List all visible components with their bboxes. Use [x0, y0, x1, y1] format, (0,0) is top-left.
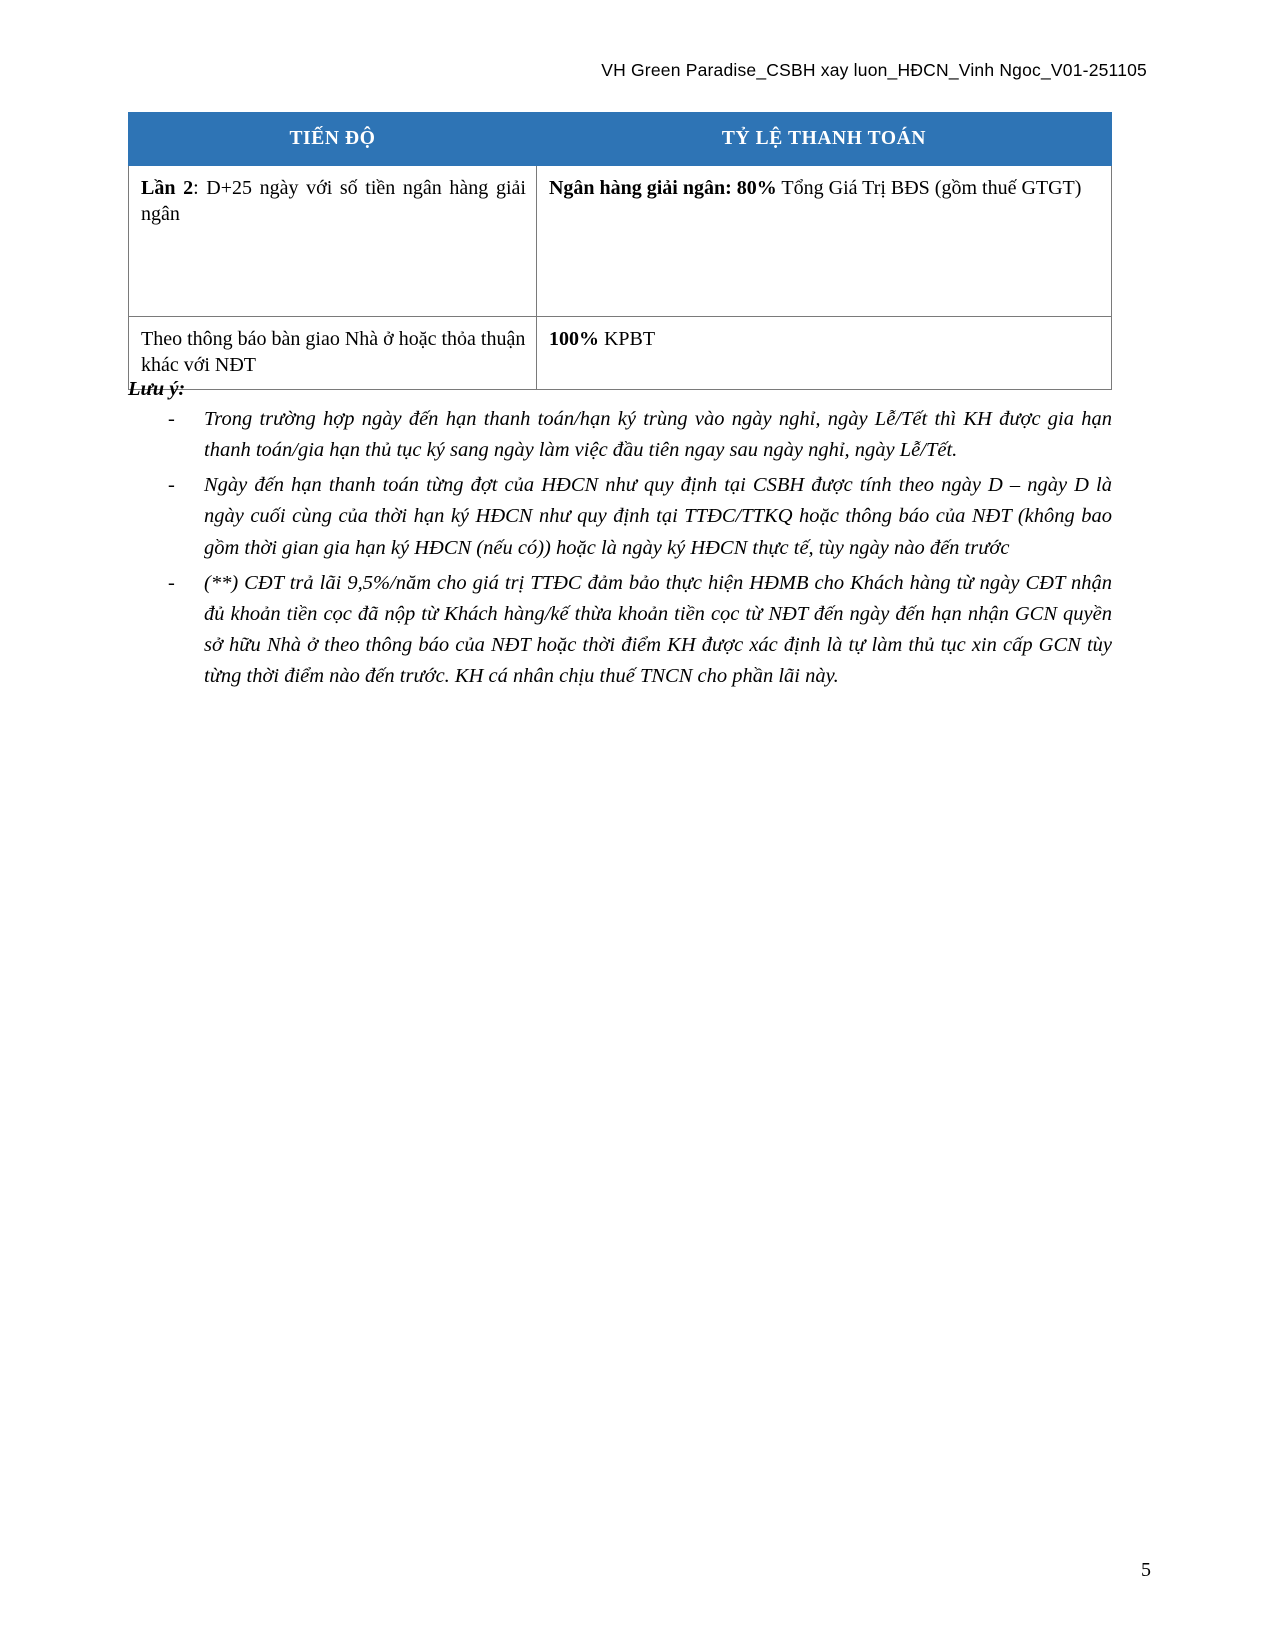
note-text: Ngày đến hạn thanh toán từng đợt của HĐCN như quy định tại CSBH được tính theo ngày D – ngày D là ngày cuối cùng của thời hạn ký HĐCN như quy định tại TTĐC/TTKQ hoặc thông báo của NĐT (không bao gồm thời gian gia hạn ký HĐCN (nếu có)) hoặc là ngày ký HĐCN thực tế, tùy ngày nào đến trước [204, 474, 1112, 559]
note-bullet: - [168, 474, 175, 497]
cell-payment [536, 316, 1111, 389]
list-item [168, 404, 1112, 466]
list-item [168, 470, 1112, 563]
table-row [129, 316, 1112, 389]
cell-payment-label: 100% [548, 327, 599, 350]
table-row [129, 165, 1112, 316]
notes-list [168, 404, 1112, 696]
list-item [168, 568, 1112, 693]
cell-payment [536, 165, 1111, 316]
table-body [129, 165, 1112, 389]
document-header-title: VH Green Paradise_CSBH xay luon_HĐCN_Vinh Ngoc_V01-251105 [601, 60, 1147, 80]
note-text: (**) CĐT trả lãi 9,5%/năm cho giá trị TTĐC đảm bảo thực hiện HĐMB cho Khách hàng từ ngày CĐT nhận đủ khoản tiền cọc đã nộp từ Khách hàng/kế thừa khoản tiền cọc từ NĐT đến ngày đến hạn nhận GCN quyền sở hữu Nhà ở theo thông báo của NĐT hoặc thời điểm KH được xác định là tự làm thủ tục xin cấp GCN tùy từng thời điểm nào đến trước. KH cá nhân chịu thuế TNCN cho phần lãi này. [204, 571, 1112, 688]
column-header-schedule: TIẾN ĐỘ [129, 113, 537, 166]
table-header-row [129, 113, 1112, 166]
note-text: Trong trường hợp ngày đến hạn thanh toán/hạn ký trùng vào ngày nghỉ, ngày Lễ/Tết thì KH được gia hạn thanh toán/gia hạn thủ tục ký sang ngày làm việc đầu tiên ngay sau ngày nghỉ, ngày Lễ/Tết. [204, 408, 1112, 462]
cell-schedule [129, 316, 537, 389]
note-bullet: - [168, 571, 175, 594]
cell-payment-text: Tổng Giá Trị BĐS (gồm thuế GTGT) [776, 176, 1082, 199]
cell-payment-text: KPBT [598, 327, 656, 350]
payment-schedule-table [128, 112, 1112, 390]
notes-title: Lưu ý: [128, 378, 186, 400]
column-header-payment-rate: TỶ LỆ THANH TOÁN [536, 113, 1111, 166]
cell-schedule [129, 165, 537, 316]
table-header [129, 113, 1112, 166]
cell-schedule-label: Lần 2 [141, 176, 194, 199]
cell-payment-label: Ngân hàng giải ngân: 80% [548, 176, 777, 199]
note-bullet: - [168, 408, 175, 430]
cell-schedule-text: : D+25 ngày với số tiền ngân hàng giải ngân [141, 176, 526, 226]
cell-schedule-text: Theo thông báo bàn giao Nhà ở hoặc thỏa thuận khác với NĐT [141, 327, 526, 377]
page-number: 5 [1141, 1559, 1151, 1581]
